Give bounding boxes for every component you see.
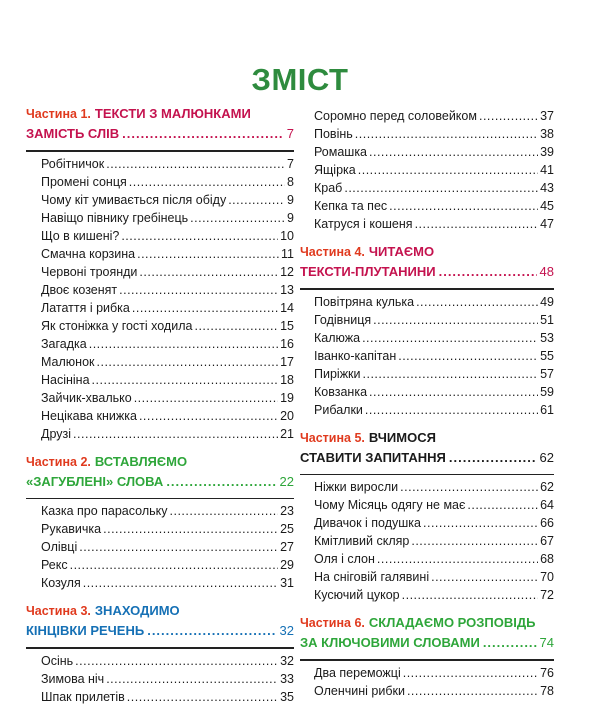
entry-title: Навіщо півнику гребінець <box>41 210 189 225</box>
entry-title: Дивачок і подушка <box>314 516 421 530</box>
section-divider <box>26 150 294 152</box>
toc-entry[interactable] <box>41 173 294 191</box>
page-title: ЗМІСТ <box>251 62 349 97</box>
entry-page: 35 <box>280 689 294 704</box>
dot-leader <box>89 335 278 353</box>
toc-entry[interactable] <box>314 401 554 419</box>
entry-page: 20 <box>280 408 294 423</box>
dot-leader <box>362 329 538 347</box>
entry-title: Нецікава книжка <box>41 408 137 423</box>
toc-entry[interactable] <box>314 586 554 604</box>
toc-entry[interactable] <box>41 317 294 335</box>
dot-leader <box>92 371 279 389</box>
toc-entry[interactable] <box>41 407 294 425</box>
toc-entry[interactable] <box>314 383 554 401</box>
entry-title: Кепка та пес <box>314 199 388 213</box>
section-title-line2: ТЕКСТИ-ПЛУТАНИНИ <box>300 264 436 279</box>
toc-section-1 <box>26 104 294 443</box>
entry-title: Зимова ніч <box>41 671 105 686</box>
entry-page: 67 <box>540 534 554 548</box>
entry-title: На сніговій галявині <box>314 570 430 584</box>
dot-leader <box>79 538 278 556</box>
toc-entry[interactable] <box>41 227 294 245</box>
toc-entry[interactable] <box>314 311 554 329</box>
dot-leader <box>416 293 538 311</box>
section-page: 22 <box>279 473 294 489</box>
dot-leader <box>70 556 278 574</box>
entry-title: Рукавичка <box>41 522 102 536</box>
entry-title: Що в кишені? <box>41 228 120 243</box>
dot-leader <box>431 568 538 586</box>
toc-entry[interactable] <box>314 365 554 383</box>
entry-title: Катруся і кошеня <box>314 217 413 231</box>
toc-entry[interactable] <box>314 682 554 700</box>
dot-leader <box>439 262 537 281</box>
entry-page: 47 <box>540 217 554 231</box>
dot-leader <box>166 472 276 491</box>
entry-page: 61 <box>540 402 554 417</box>
toc-entry[interactable] <box>314 143 554 161</box>
entry-page: 64 <box>540 498 554 512</box>
section-heading[interactable] <box>300 242 554 285</box>
dot-leader <box>355 125 538 143</box>
section-title-line1: ВЧИМОСЯ <box>368 429 436 445</box>
dot-leader <box>147 621 276 640</box>
entry-page: 8 <box>287 174 294 189</box>
entry-page: 43 <box>540 181 554 195</box>
dot-leader <box>103 520 278 538</box>
dot-leader <box>411 532 538 550</box>
entry-page: 41 <box>540 163 554 177</box>
dot-leader <box>389 197 538 215</box>
entry-page: 10 <box>280 228 294 243</box>
toc-entry[interactable] <box>41 281 294 299</box>
toc-entry[interactable] <box>41 263 294 281</box>
entry-page: 14 <box>280 300 294 315</box>
entry-title: Ковзанка <box>314 384 368 399</box>
section-title-line1: ВСТАВЛЯЄМО <box>94 453 188 469</box>
toc-entry[interactable] <box>41 502 294 520</box>
entry-page: 55 <box>540 348 554 363</box>
dot-leader <box>139 407 278 425</box>
section-label: Частина 4. <box>300 245 365 259</box>
entry-page: 37 <box>540 109 554 123</box>
section-divider <box>26 498 294 500</box>
dot-leader <box>83 574 278 592</box>
toc-entry[interactable] <box>41 335 294 353</box>
entry-page: 62 <box>540 480 554 494</box>
dot-leader <box>127 688 278 706</box>
entry-title: Друзі <box>41 426 72 441</box>
dot-leader <box>228 191 285 209</box>
dot-leader <box>415 215 539 233</box>
entry-page: 18 <box>280 372 294 387</box>
dot-leader <box>369 383 538 401</box>
toc-entry[interactable] <box>314 107 554 125</box>
section-title-line2: «ЗАГУБЛЕНІ» СЛОВА <box>26 473 164 489</box>
dot-leader <box>373 311 538 329</box>
entry-title: Робітничок <box>41 156 105 171</box>
entry-title: Ромашка <box>314 145 368 159</box>
dot-leader <box>398 347 538 365</box>
entry-page: 13 <box>280 282 294 297</box>
section-label: Частина 2. <box>26 454 91 469</box>
toc-entry[interactable] <box>41 538 294 556</box>
section-heading[interactable] <box>26 104 294 147</box>
entry-title: Повінь <box>314 127 353 141</box>
dot-leader <box>358 161 538 179</box>
section-divider <box>300 474 554 476</box>
dot-leader <box>483 633 537 652</box>
entry-title: Рекс <box>41 558 68 572</box>
section-divider <box>300 659 554 661</box>
entry-page: 9 <box>287 210 294 225</box>
entry-title: Чому Місяць одягу не має <box>314 498 466 512</box>
toc-entry[interactable] <box>41 652 294 670</box>
entry-title: Соромно перед соловейком <box>314 109 477 123</box>
entry-page: 21 <box>280 426 294 441</box>
entry-title: Оленчині рибки <box>314 683 405 698</box>
section-heading[interactable] <box>26 601 294 644</box>
toc-entry[interactable] <box>41 688 294 706</box>
dot-leader <box>129 173 285 191</box>
dot-leader <box>407 682 538 700</box>
entry-page: 12 <box>280 264 294 279</box>
toc-entry[interactable] <box>314 514 554 532</box>
entry-page: 51 <box>540 312 554 327</box>
dot-leader <box>137 245 279 263</box>
toc-section-3-continued <box>300 107 554 233</box>
entry-list <box>314 107 554 233</box>
toc-entry[interactable] <box>314 215 554 233</box>
entry-title: Зайчик-хвалько <box>41 390 132 405</box>
dot-leader <box>106 670 278 688</box>
dot-leader <box>369 143 538 161</box>
entry-title: Латаття і рибка <box>41 300 130 315</box>
section-label: Частина 5. <box>300 430 365 445</box>
section-divider <box>300 288 554 290</box>
dot-leader <box>479 107 538 125</box>
entry-title: Осінь <box>41 653 74 668</box>
section-label: Частина 6. <box>300 616 365 630</box>
entry-title: Пиріжки <box>314 366 361 381</box>
toc-entry[interactable] <box>41 425 294 443</box>
toc-entry[interactable] <box>41 670 294 688</box>
dot-leader <box>190 209 285 227</box>
entry-page: 9 <box>287 192 294 207</box>
dot-leader <box>97 353 279 371</box>
toc-section-4 <box>300 242 554 419</box>
entry-title: Двоє козенят <box>41 282 118 297</box>
entry-title: Калюжа <box>314 330 361 345</box>
section-label: Частина 3. <box>26 604 91 618</box>
entry-page: 11 <box>281 246 294 261</box>
section-divider <box>26 647 294 649</box>
entry-title: Чому кіт умивається після обіду <box>41 192 227 207</box>
dot-leader <box>73 425 278 443</box>
entry-page: 66 <box>540 516 554 530</box>
section-page: 7 <box>286 126 294 141</box>
toc-entry[interactable] <box>41 155 294 173</box>
dot-leader <box>400 478 538 496</box>
section-title-line1: ЗНАХОДИМО <box>94 603 180 618</box>
toc-entry[interactable] <box>314 550 554 568</box>
entry-title: Малюнок <box>41 354 95 369</box>
entry-page: 7 <box>287 156 294 171</box>
toc-entry[interactable] <box>314 179 554 197</box>
dot-leader <box>402 586 538 604</box>
entry-title: Два переможці <box>314 665 401 680</box>
section-title-line2: КІНЦІВКИ РЕЧЕНЬ <box>26 623 145 638</box>
entry-title: Насініна <box>41 372 90 387</box>
section-page: 74 <box>539 635 554 650</box>
entry-list <box>314 664 554 700</box>
entry-title: Іванко-капітан <box>314 348 397 363</box>
dot-leader <box>344 179 538 197</box>
entry-title: Червоні троянди <box>41 264 138 279</box>
entry-title: Промені сонця <box>41 174 127 189</box>
dot-leader <box>122 124 284 143</box>
dot-leader <box>170 502 279 520</box>
toc-entry[interactable] <box>314 532 554 550</box>
section-heading[interactable] <box>300 613 554 656</box>
section-title-line1: ТЕКСТИ З МАЛЮНКАМИ <box>94 106 251 121</box>
section-title-line2: СТАВИТИ ЗАПИТАННЯ <box>300 449 446 465</box>
entry-page: 70 <box>540 570 554 584</box>
section-title-line1: ЧИТАЄМО <box>368 244 435 259</box>
section-heading[interactable] <box>26 452 294 495</box>
toc-entry[interactable] <box>41 299 294 317</box>
toc-entry[interactable] <box>41 520 294 538</box>
entry-list <box>41 155 294 443</box>
toc-entry[interactable] <box>41 245 294 263</box>
toc-section-6 <box>300 613 554 700</box>
entry-title: Як стоніжка у гості ходила <box>41 318 193 333</box>
entry-title: Олівці <box>41 540 78 554</box>
entry-page: 45 <box>540 199 554 213</box>
entry-title: Смачна корзина <box>41 246 136 261</box>
section-title-line1: СКЛАДАЄМО РОЗПОВІДЬ <box>368 615 536 630</box>
dot-leader <box>467 496 538 514</box>
dot-leader <box>377 550 538 568</box>
section-title-line2: ЗАМІСТЬ СЛІВ <box>26 126 120 141</box>
toc-entry[interactable] <box>314 161 554 179</box>
toc-entry[interactable] <box>314 293 554 311</box>
dot-leader <box>363 365 539 383</box>
toc-column-left <box>26 104 294 715</box>
entry-list <box>314 478 554 604</box>
toc-column-right <box>300 107 554 709</box>
entry-title: Козуля <box>41 576 81 590</box>
entry-title: Ящірка <box>314 163 356 177</box>
dot-leader <box>106 155 285 173</box>
section-title-line2: ЗА КЛЮЧОВИМИ СЛОВАМИ <box>300 635 480 650</box>
entry-page: 27 <box>280 540 294 554</box>
entry-page: 23 <box>280 504 294 518</box>
section-page: 48 <box>539 264 554 279</box>
entry-page: 17 <box>280 354 294 369</box>
entry-title: Кусючий цукор <box>314 588 400 602</box>
entry-title: Шпак прилетів <box>41 689 125 704</box>
toc-entry[interactable] <box>41 353 294 371</box>
entry-page: 72 <box>540 588 554 602</box>
toc-entry[interactable] <box>314 347 554 365</box>
entry-title: Ніжки виросли <box>314 480 399 494</box>
dot-leader <box>194 317 278 335</box>
entry-page: 38 <box>540 127 554 141</box>
entry-title: Кмітливий скляр <box>314 534 410 548</box>
entry-page: 16 <box>280 336 294 351</box>
dot-leader <box>403 664 538 682</box>
entry-page: 39 <box>540 145 554 159</box>
section-page: 62 <box>539 449 554 465</box>
entry-page: 33 <box>280 671 294 686</box>
entry-page: 68 <box>540 552 554 566</box>
entry-page: 32 <box>280 653 294 668</box>
dot-leader <box>75 652 278 670</box>
entry-page: 53 <box>540 330 554 345</box>
toc-section-2 <box>26 452 294 593</box>
toc-entry[interactable] <box>41 371 294 389</box>
toc-entry[interactable] <box>314 197 554 215</box>
entry-page: 31 <box>280 576 294 590</box>
dot-leader <box>119 281 278 299</box>
toc-entry[interactable] <box>314 125 554 143</box>
toc-entry[interactable] <box>41 574 294 592</box>
dot-leader <box>139 263 278 281</box>
section-label: Частина 1. <box>26 107 91 121</box>
entry-title: Годівниця <box>314 312 372 327</box>
toc-entry[interactable] <box>41 209 294 227</box>
toc-entry[interactable] <box>314 478 554 496</box>
dot-leader <box>449 448 537 467</box>
section-heading[interactable] <box>300 428 554 471</box>
entry-page: 15 <box>280 318 294 333</box>
entry-page: 76 <box>540 665 554 680</box>
toc-entry[interactable] <box>41 389 294 407</box>
section-page: 32 <box>279 623 294 638</box>
entry-page: 29 <box>280 558 294 572</box>
dot-leader <box>423 514 538 532</box>
toc-entry[interactable] <box>41 556 294 574</box>
entry-page: 78 <box>540 683 554 698</box>
entry-list <box>41 502 294 592</box>
entry-title: Краб <box>314 181 343 195</box>
dot-leader <box>132 299 278 317</box>
entry-title: Оля і слон <box>314 552 375 566</box>
entry-page: 59 <box>540 384 554 399</box>
toc-section-3 <box>26 601 294 706</box>
entry-title: Повітряна кулька <box>314 294 415 309</box>
toc-entry[interactable] <box>314 568 554 586</box>
entry-page: 49 <box>540 294 554 309</box>
dot-leader <box>134 389 278 407</box>
toc-entry[interactable] <box>314 496 554 514</box>
toc-entry[interactable] <box>314 329 554 347</box>
entry-title: Казка про парасольку <box>41 504 168 518</box>
entry-list <box>41 652 294 706</box>
dot-leader <box>365 401 538 419</box>
entry-page: 19 <box>280 390 294 405</box>
entry-page: 57 <box>540 366 554 381</box>
entry-list <box>314 293 554 419</box>
toc-entry[interactable] <box>41 191 294 209</box>
toc-entry[interactable] <box>314 664 554 682</box>
entry-title: Рибалки <box>314 402 363 417</box>
dot-leader <box>121 227 278 245</box>
entry-title: Загадка <box>41 336 87 351</box>
entry-page: 25 <box>280 522 294 536</box>
toc-section-5 <box>300 428 554 605</box>
